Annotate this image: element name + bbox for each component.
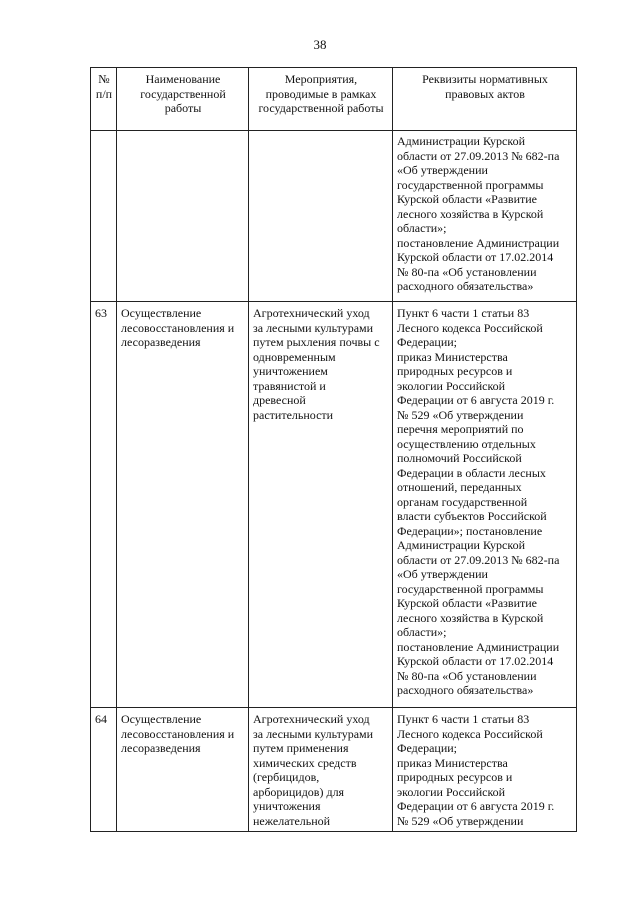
table-row <box>91 708 577 832</box>
header-legal-acts: Реквизиты нормативных правовых актов <box>393 68 577 131</box>
activities-cell <box>249 131 393 302</box>
activities-cell: Агротехнический уход за лесными культурами путем применения химических средств (гербицидов, арборицидов) для уничтожения нежелательной <box>249 708 393 832</box>
header-number: № п/п <box>91 68 117 131</box>
work-name-cell: Осуществление лесовосстановления и лесоразведения <box>117 708 249 832</box>
table-row <box>91 131 577 302</box>
row-number-cell: 63 <box>91 302 117 708</box>
table-header-row <box>91 68 577 131</box>
table-row <box>91 302 577 708</box>
work-name-cell <box>117 131 249 302</box>
row-number-cell <box>91 131 117 302</box>
header-activities: Мероприятия, проводимые в рамках государственной работы <box>249 68 393 131</box>
page-number: 38 <box>313 37 327 52</box>
legal-acts-cell: Администрации Курской области от 27.09.2013 № 682-па «Об утверждении государственной программы Курской области «Развитие лесного хозяйства в Курской области»; постановление Администрации Курской области от 17.02.2014 № 80-па «Об установлении расходного обязательства» <box>393 131 577 302</box>
legal-acts-cell: Пункт 6 части 1 статьи 83 Лесного кодекса Российской Федерации; приказ Министерства природных ресурсов и экологии Российской Федерации от 6 августа 2019 г. № 529 «Об утверждении перечня мероприятий по осуществлению отдельных полномочий Российской Федерации в области лесных отношений, переданных органам государственной власти субъектов Российской Федерации»; постановление Администрации Курской области от 27.09.2013 № 682-па «Об утверждении государственной программы Курской области «Развитие лесного хозяйства в Курской области»; постановление Администрации Курской области от 17.02.2014 № 80-па «Об установлении расходного обязательства» <box>393 302 577 708</box>
activities-cell: Агротехнический уход за лесными культурами путем рыхления почвы с одновременным уничтожением травянистой и древесной растительности <box>249 302 393 708</box>
work-name-cell: Осуществление лесовосстановления и лесоразведения <box>117 302 249 708</box>
row-number-cell: 64 <box>91 708 117 832</box>
legal-acts-cell: Пункт 6 части 1 статьи 83 Лесного кодекса Российской Федерации; приказ Министерства природных ресурсов и экологии Российской Федерации от 6 августа 2019 г. № 529 «Об утверждении <box>393 708 577 832</box>
legal-acts-table <box>90 67 577 832</box>
header-work-name: Наименование государственной работы <box>117 68 249 131</box>
